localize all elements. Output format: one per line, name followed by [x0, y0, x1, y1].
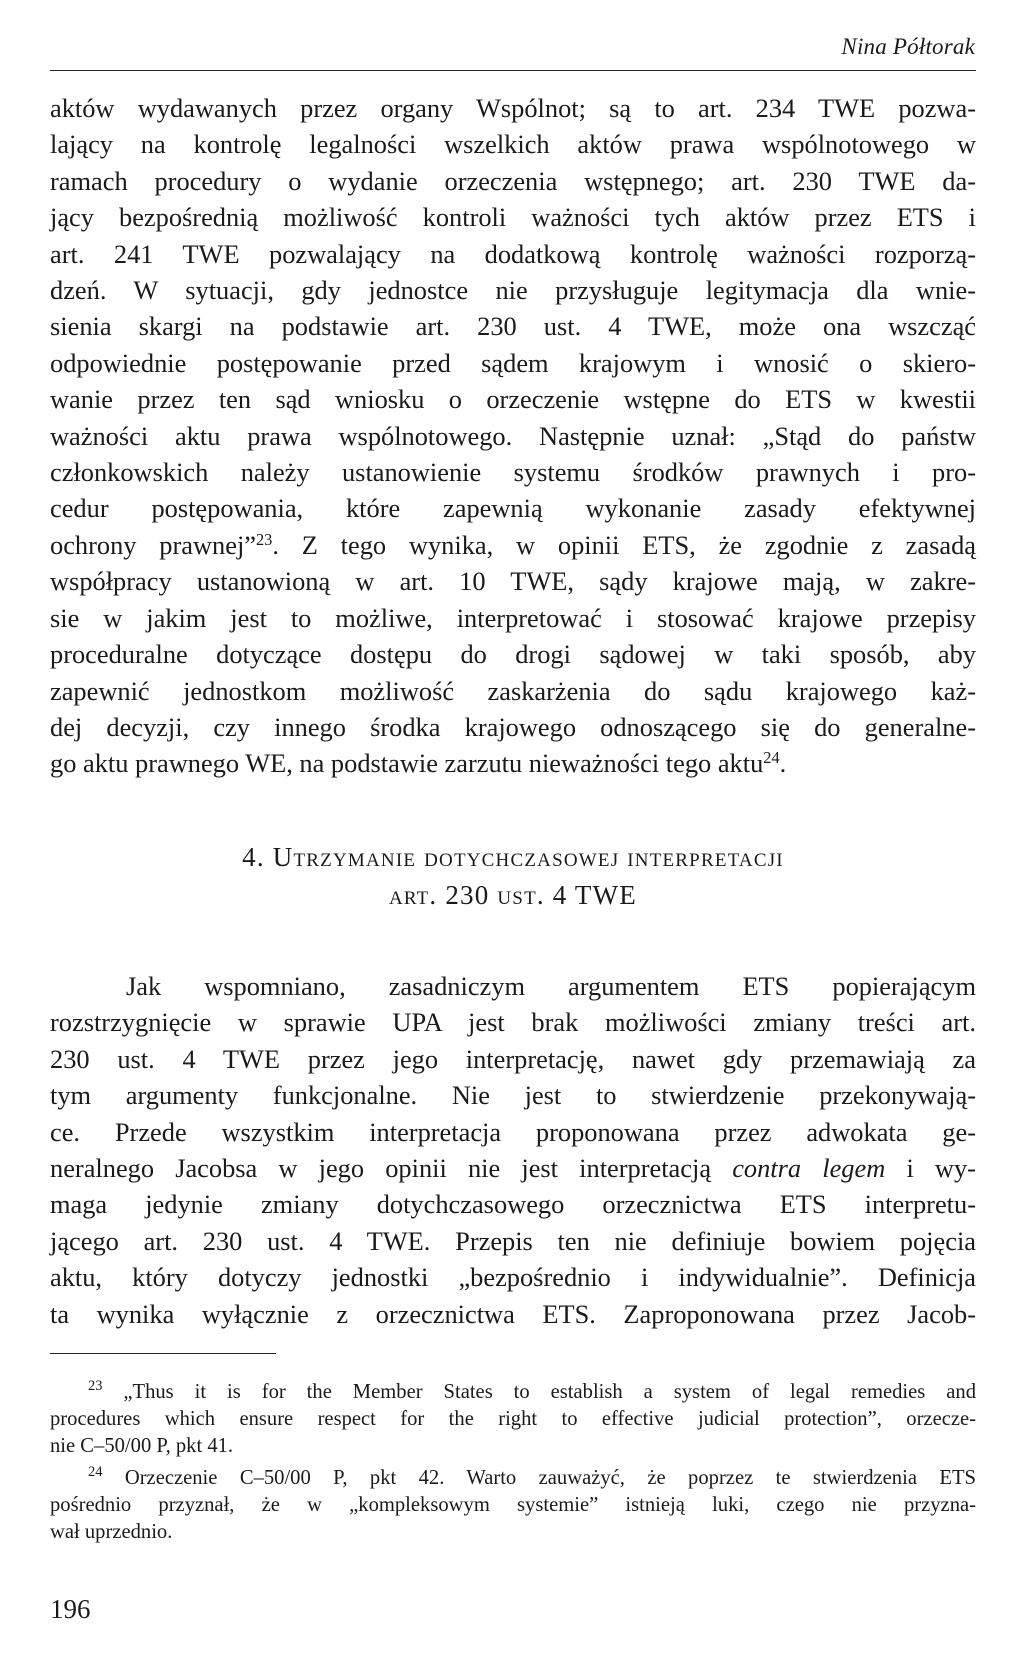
body-paragraph-1: [50, 90, 976, 782]
text-line: ce. Przede wszystkim interpretacja proponowana przez adwokata ge-: [50, 1116, 976, 1147]
section-heading-line-1: [50, 842, 976, 873]
page-number: 196: [50, 1594, 91, 1624]
text-line: sie w jakim jest to możliwe, interpretować i stosować krajowe przepisy: [50, 602, 976, 633]
text-line: proceduralne dotyczące dostępu do drogi sądowej w taki sposób, aby: [50, 639, 976, 670]
text-line: art. 241 TWE pozwalający na dodatkową kontrolę ważności rozporzą-: [50, 238, 976, 269]
text-line: jącego art. 230 ust. 4 TWE. Przepis ten nie definiuje bowiem pojęcia: [50, 1225, 976, 1256]
text-line-with-italic: [50, 1150, 976, 1186]
body-paragraph-2: [50, 968, 976, 1332]
footnote-ref-24: 24: [763, 748, 780, 768]
footnote-text: „Thus it is for the Member States to establish a system of legal remedies and: [123, 1381, 976, 1403]
text-line: lający na kontrolę legalności wszelkich aktów prawa wspólnotowego w: [50, 129, 976, 160]
text-line-with-footnote-ref: [50, 745, 976, 781]
footnote-23: [50, 1379, 976, 1460]
text-line: ważności aktu prawa wspólnotowego. Następnie uznał: „Stąd do państw: [50, 420, 976, 451]
text-line: zapewnić jednostkom możliwość zaskarżenia do sądu krajowego każ-: [50, 675, 976, 706]
footnote-line: procedures which ensure respect for the right to effective judicial protection”, orzecze-: [50, 1408, 976, 1430]
text-line: wanie przez ten sąd wniosku o orzeczenie wstępne do ETS w kwestii: [50, 384, 976, 415]
footnote-24: [50, 1465, 976, 1546]
running-head-author: Nina Półtorak: [841, 34, 975, 59]
text-line: odpowiednie postępowanie przed sądem krajowym i wnosić o skiero-: [50, 347, 976, 378]
footnote-number: 23: [88, 1378, 103, 1395]
line-text: i wy-: [906, 1153, 976, 1184]
header-rule: [50, 70, 976, 71]
text-line: rozstrzygnięcie w sprawie UPA jest brak możliwości zmiany treści art.: [50, 1007, 976, 1038]
text-line-with-footnote-ref: [50, 527, 976, 563]
text-line: sienia skargi na podstawie art. 230 ust. 4 TWE, może ona wszcząć: [50, 311, 976, 342]
text-line: 230 ust. 4 TWE przez jego interpretację, nawet gdy przemawiają za: [50, 1043, 976, 1074]
footnote-text: Orzeczenie C–50/00 P, pkt 42. Warto zauważyć, że poprzez te stwierdzenia ETS: [124, 1467, 976, 1489]
italic-phrase: contra legem: [732, 1153, 886, 1184]
text-line-indented: Jak wspomniano, zasadniczym argumentem ETS popierającym: [126, 971, 976, 1001]
section-heading-line-2: art. 230 ust. 4 TWE: [388, 880, 638, 910]
footnote-ref-23: 23: [256, 529, 273, 549]
text-line: jący bezpośrednią możliwość kontroli ważności tych aktów przez ETS i: [50, 202, 976, 233]
text-line: ramach procedury o wydanie orzeczenia wstępnego; art. 230 TWE da-: [50, 165, 976, 196]
line-text: ochrony prawnej”: [50, 529, 256, 560]
text-line: dzeń. W sytuacji, gdy jednostce nie przysługuje legitymacja dla wnie-: [50, 275, 976, 306]
text-line: współpracy ustanowioną w art. 10 TWE, sądy krajowe mają, w zakre-: [50, 566, 976, 597]
footnote-line: [50, 1465, 976, 1492]
text-line: aktów wydawanych przez organy Wspólnot; są to art. 234 TWE pozwa-: [50, 93, 976, 123]
line-text: go aktu prawnego WE, na podstawie zarzutu nieważności tego aktu: [50, 748, 764, 779]
section-title: Utrzymanie dotychczasowej interpretacji: [272, 842, 784, 872]
text-line: aktu, który dotyczy jednostki „bezpośrednio i indywidualnie”. Definicja: [50, 1262, 976, 1293]
footnote-line: nie C–50/00 P, pkt 41.: [50, 1435, 234, 1457]
text-line: ta wynika wyłącznie z orzecznictwa ETS. Zaproponowana przez Jacob-: [50, 1298, 976, 1329]
footnote-line: wał uprzednio.: [50, 1521, 173, 1543]
text-line: dej decyzji, czy innego środka krajowego odnoszącego się do generalne-: [50, 711, 976, 742]
line-text: . Z tego wynika, w opinii ETS, że zgodnie z zasadą: [272, 529, 976, 560]
text-line: członkowskich należy ustanowienie systemu środków prawnych i pro-: [50, 457, 976, 488]
footnote-number: 24: [88, 1464, 103, 1481]
footnote-line: pośrednio przyznał, że w „kompleksowym systemie” istnieją luki, czego nie przyzna-: [50, 1494, 976, 1516]
text-line: maga jedynie zmiany dotychczasowego orzecznictwa ETS interpretu-: [50, 1189, 976, 1220]
section-number: 4.: [242, 842, 265, 872]
footnote-rule: [50, 1353, 276, 1354]
footnote-line: [50, 1379, 976, 1406]
text-line: cedur postępowania, które zapewnią wykonanie zasady efektywnej: [50, 493, 976, 524]
line-text: neralnego Jacobsa w jego opinii nie jest interpretacją: [50, 1153, 712, 1184]
text-line: tym argumenty funkcjonalne. Nie jest to stwierdzenie przekonywają-: [50, 1080, 976, 1111]
line-text: .: [779, 748, 787, 779]
